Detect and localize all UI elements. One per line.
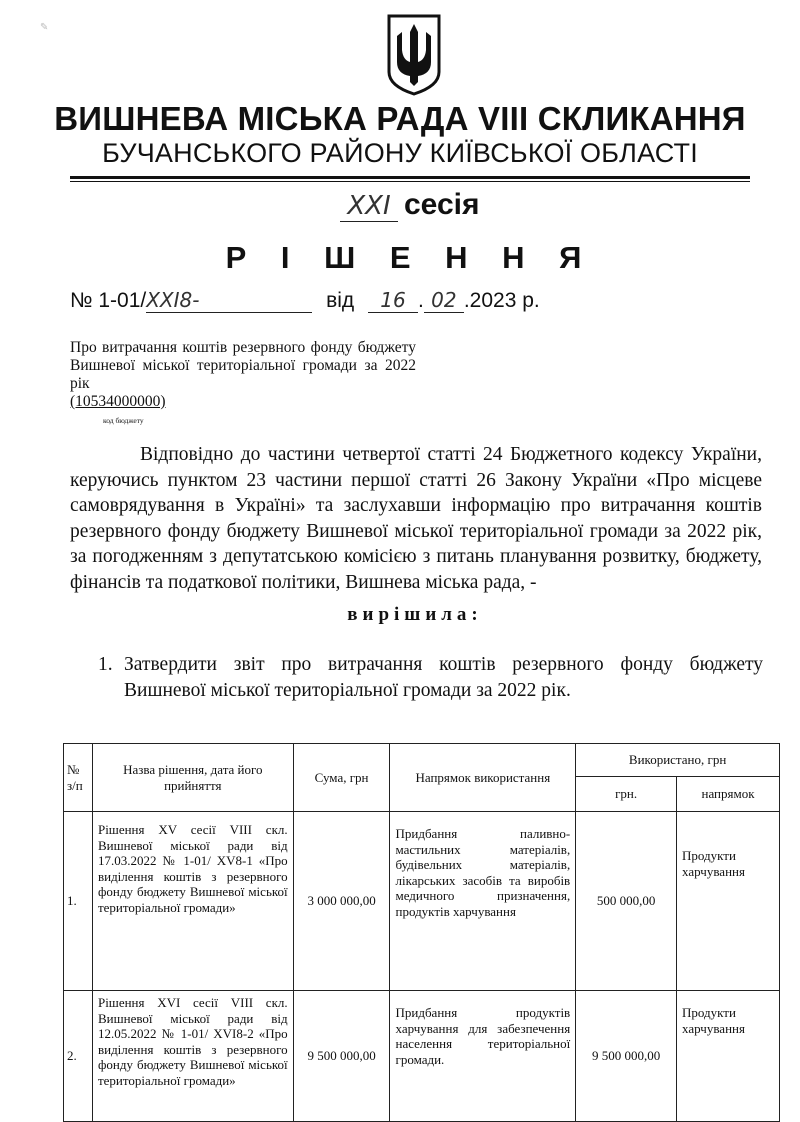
decision-number-line: № 1-01/ХХІ8- від 16 . 02 .2023 р. xyxy=(70,288,540,312)
year-suffix: .2023 р. xyxy=(463,289,540,312)
session-label: сесія xyxy=(404,188,480,221)
day-handwritten: 16 xyxy=(368,288,418,313)
session-line xyxy=(340,188,480,228)
header-rule-thick xyxy=(70,176,750,179)
row-name: Рішення XV сесії VIII скл. Вишневої міської ради від 17.03.2022 № 1-01/ XV8-1 «Про виділення коштів з резервного фонду бюджету Вишневої міської територіальної громади» xyxy=(92,812,293,991)
table-header-row xyxy=(64,744,780,777)
subject-text: Про витрачання коштів резервного фонду бюджету Вишневої міської територіальної громади за 2022 рік xyxy=(70,339,416,392)
row-used-amount: 500 000,00 xyxy=(576,812,677,991)
item-text: Затвердити звіт про витрачання коштів резервного фонду бюджету Вишневої міської територіальної громади за 2022 рік. xyxy=(124,654,763,701)
preamble-paragraph: Відповідно до частини четвертої статті 24 Бюджетного кодексу України, керуючись пунктом 23 частини першої статті 26 Закону України «Про місцеве самоврядування в Україні» та заслухавши інформацію про витрачання коштів резервного фонду бюджету Вишневої міської територіальної громади за 2022 рік, за погодженням з депутатською комісією з питань планування розвитку, бюджету, фінансів та податкової політики, Вишнева міська рада, - xyxy=(70,444,762,593)
row-sum: 3 000 000,00 xyxy=(293,812,390,991)
header-no: № з/п xyxy=(64,744,93,812)
decision-subject xyxy=(70,339,416,411)
budget-code-caption: код бюджету xyxy=(103,416,144,425)
row-used-direction: Продукти харчування xyxy=(677,812,780,991)
row-name: Рішення XVI сесії VIII скл. Вишневої міської ради від 12.05.2022 № 1-01/ XVІ8-2 «Про виділення коштів з резервного фонду бюджету Вишневої міської територіальної громади» xyxy=(92,991,293,1122)
session-number-handwritten: ХХІ xyxy=(340,191,398,222)
month-handwritten: 02 xyxy=(424,288,464,313)
row-direction: Придбання паливно-мастильних матеріалів, будівельних матеріалів, лікарських засобів та виробів медичного призначення, продуктів харчування xyxy=(390,812,576,991)
row-direction: Придбання продуктів харчування для забезпечення населення територіальної громади. xyxy=(390,991,576,1122)
margin-mark: ✎ xyxy=(40,22,49,33)
header-rule-thin xyxy=(70,181,750,182)
from-label: від xyxy=(326,289,355,312)
table-row xyxy=(64,991,780,1122)
list-item xyxy=(98,652,763,704)
header-name: Назва рішення, дата його прийняття xyxy=(92,744,293,812)
number-prefix: № 1-01/ xyxy=(70,289,147,312)
row-no: 1. xyxy=(64,812,93,991)
header-used-amount: грн. xyxy=(576,777,677,812)
header-direction: Напрямок використання xyxy=(390,744,576,812)
header-used: Використано, грн xyxy=(576,744,780,777)
decision-number-handwritten: ХХІ8- xyxy=(146,288,312,313)
decision-title: Р І Ш Е Н Н Я xyxy=(225,240,595,275)
item-number: 1. xyxy=(98,654,113,675)
row-used-amount: 9 500 000,00 xyxy=(576,991,677,1122)
row-sum: 9 500 000,00 xyxy=(293,991,390,1122)
trident-emblem-icon xyxy=(385,12,443,96)
row-used-direction: Продукти харчування xyxy=(677,991,780,1122)
table-row xyxy=(64,812,780,991)
budget-code: (10534000000) xyxy=(70,393,166,410)
council-subtitle: БУЧАНСЬКОГО РАЙОНУ КИЇВСЬКОЇ ОБЛАСТІ xyxy=(102,138,698,168)
resolved-heading: вирішила: xyxy=(347,604,483,625)
header-sum: Сума, грн xyxy=(293,744,390,812)
reserve-fund-table xyxy=(63,743,780,1122)
row-no: 2. xyxy=(64,991,93,1122)
header-used-direction: напрямок xyxy=(677,777,780,812)
council-title: ВИШНЕВА МІСЬКА РАДА VIII СКЛИКАННЯ xyxy=(54,100,746,137)
